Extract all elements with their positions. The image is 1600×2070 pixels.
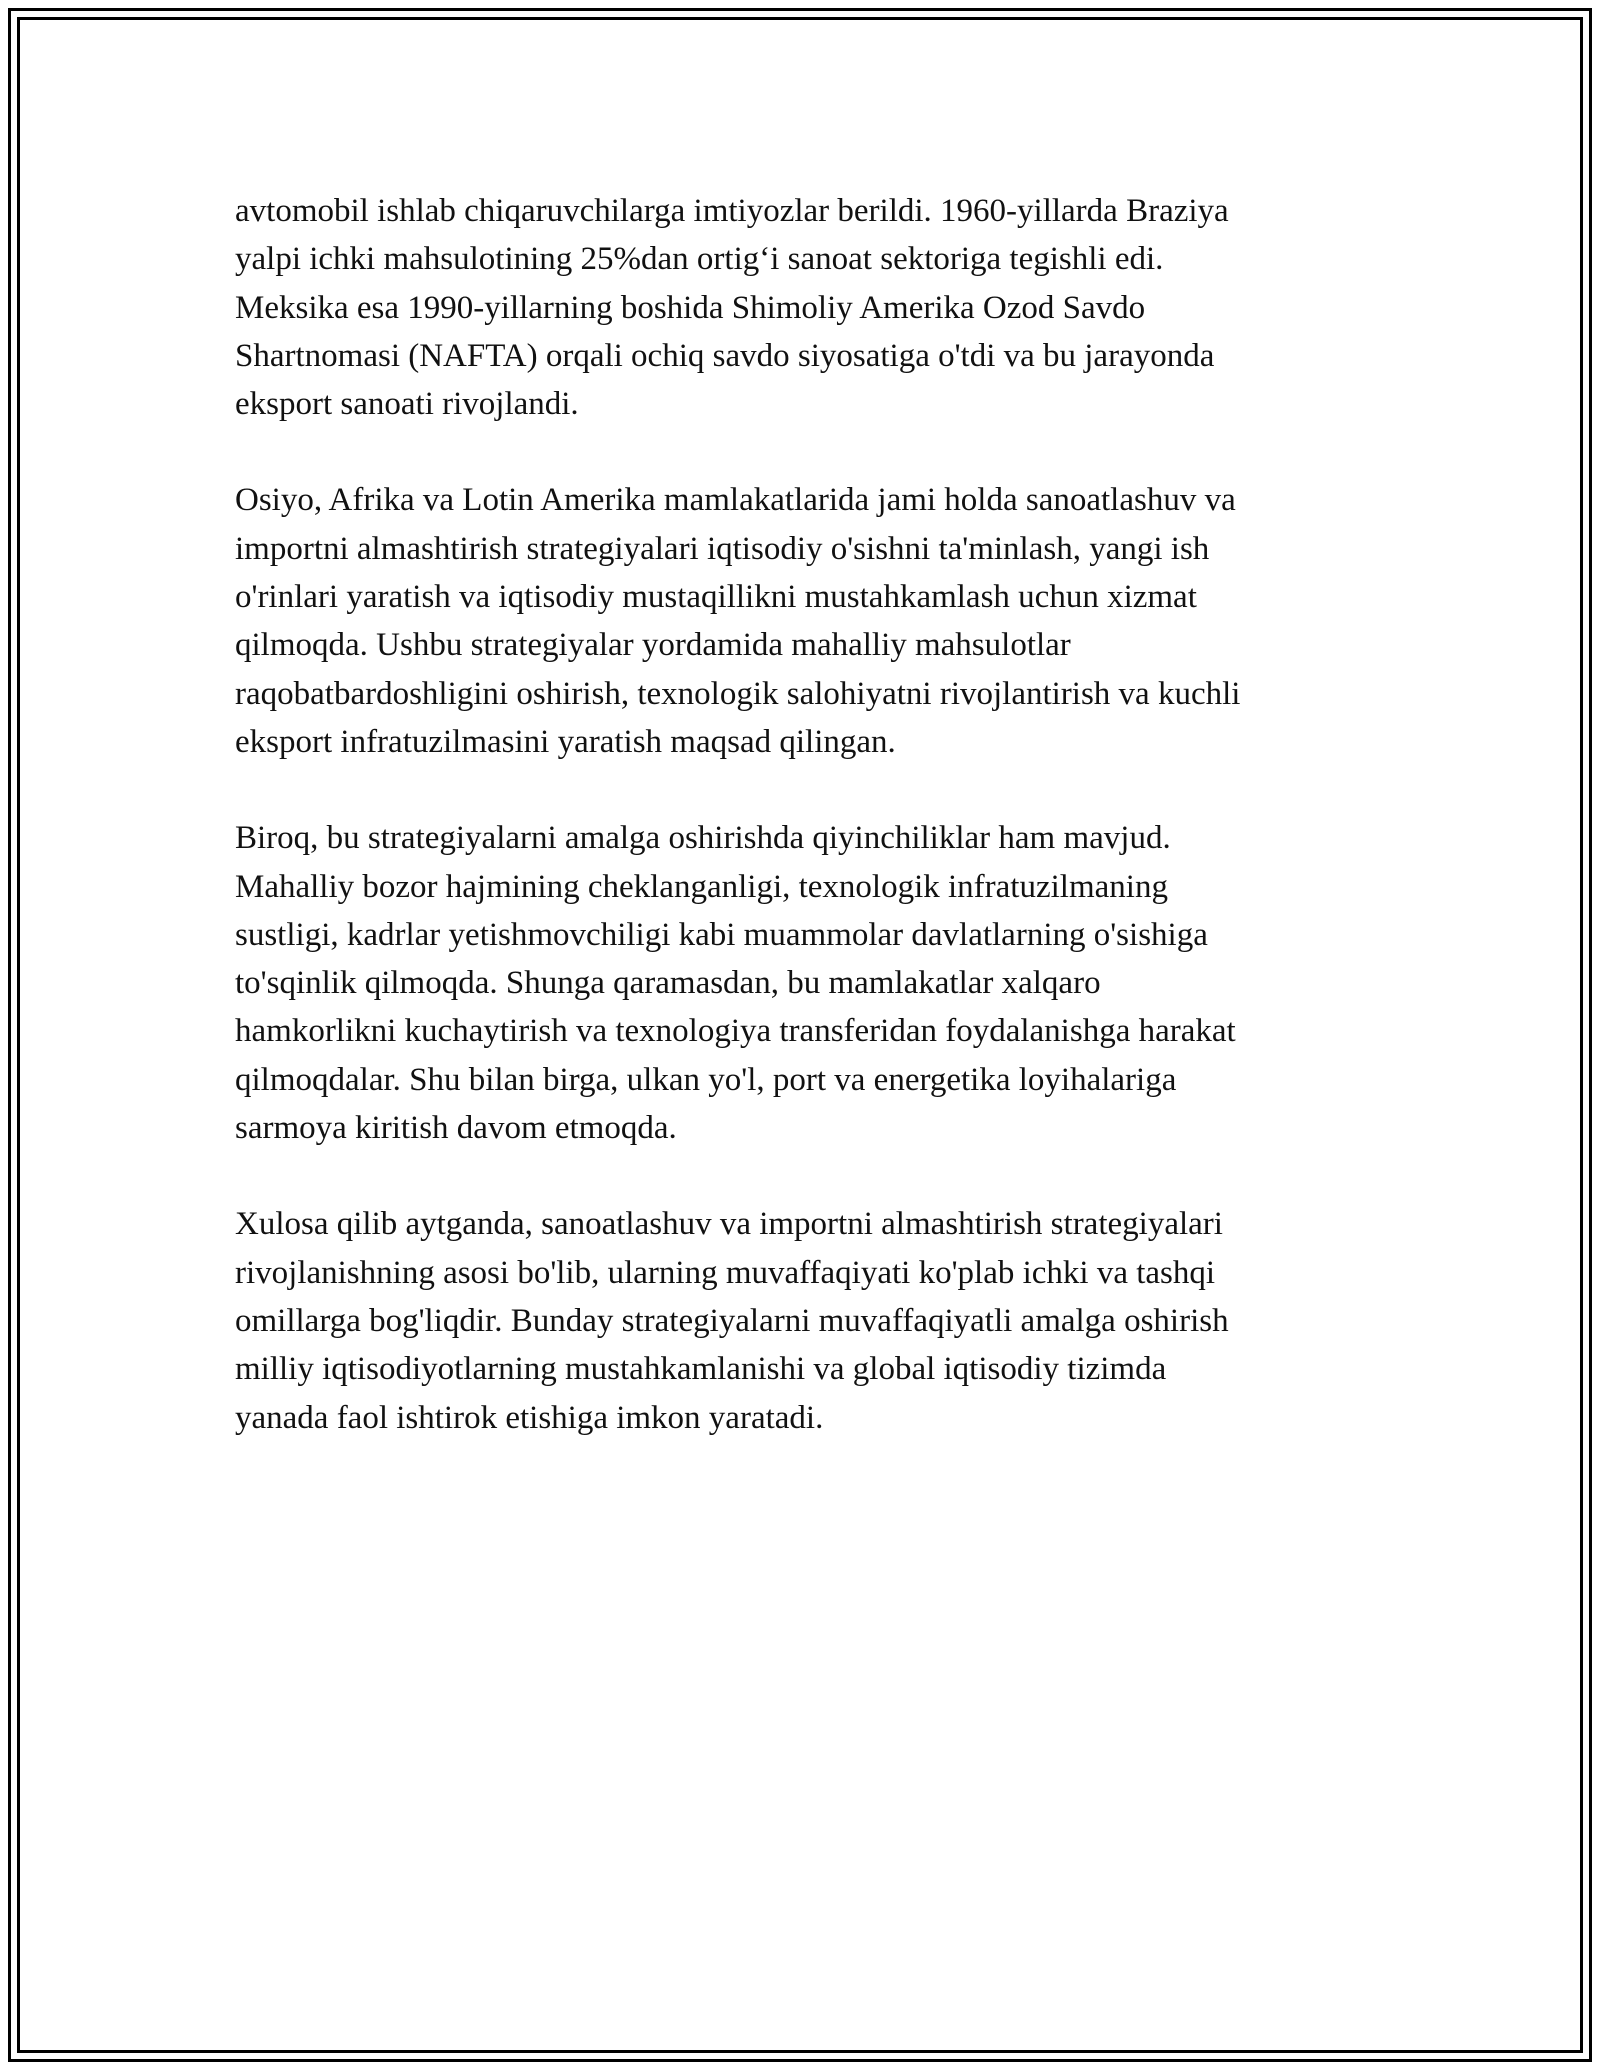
text-line: raqobatbardoshligini oshirish, texnologik salohiyatni rivojlantirish va kuchli: [235, 675, 1241, 712]
text-line: sarmoya kiritish davom etmoqda.: [235, 1110, 677, 1147]
text-line: qilmoqda. Ushbu strategiyalar yordamida mahalliy mahsulotlar: [235, 627, 1071, 664]
text-line: qilmoqdalar. Shu bilan birga, ulkan yo'l, port va energetika loyihalariga: [235, 1061, 1177, 1098]
text-line: Xulosa qilib aytganda, sanoatlashuv va importni almashtirish strategiyalari: [235, 1206, 1223, 1243]
text-line: omillarga bog'liqdir. Bunday strategiyalarni muvaffaqiyatli amalga oshirish: [235, 1302, 1229, 1339]
text-line: Meksika esa 1990-yillarning boshida Shimoliy Amerika Ozod Savdo: [235, 289, 1146, 326]
text-line: yalpi ichki mahsulotining 25%dan ortig‘i sanoat sektoriga tegishli edi.: [235, 241, 1164, 278]
text-line: milliy iqtisodiyotlarning mustahkamlanishi va global iqtisodiy tizimda: [235, 1351, 1167, 1388]
text-line: sustligi, kadrlar yetishmovchiligi kabi muammolar davlatlarning o'sishiga: [235, 916, 1208, 953]
document-body: [235, 187, 1365, 1490]
paragraph-strategy-goals: [235, 476, 1365, 766]
paragraph-implementation-challenges: [235, 814, 1365, 1152]
text-line: to'sqinlik qilmoqda. Shunga qaramasdan, bu mamlakatlar xalqaro: [235, 965, 1101, 1002]
paragraph-trade-policy: [235, 187, 1365, 428]
text-line: avtomobil ishlab chiqaruvchilarga imtiyozlar berildi. 1960-yillarda Braziya: [235, 193, 1229, 229]
text-line: Biroq, bu strategiyalarni amalga oshirishda qiyinchiliklar ham mavjud.: [235, 820, 1171, 857]
text-line: eksport sanoati rivojlandi.: [235, 386, 579, 423]
text-line: yanada faol ishtirok etishiga imkon yaratadi.: [235, 1399, 824, 1436]
text-line: importni almashtirish strategiyalari iqtisodiy o'sishni ta'minlash, yangi ish: [235, 530, 1210, 567]
text-line: o'rinlari yaratish va iqtisodiy mustaqillikni mustahkamlash uchun xizmat: [235, 579, 1197, 616]
text-line: Mahalliy bozor hajmining cheklanganligi, texnologik infratuzilmaning: [235, 868, 1168, 905]
paragraph-conclusion: [235, 1200, 1365, 1441]
text-line: eksport infratuzilmasini yaratish maqsad qilingan.: [235, 723, 896, 760]
text-line: Shartnomasi (NAFTA) orqali ochiq savdo siyosatiga o'tdi va bu jarayonda: [235, 337, 1215, 374]
text-line: hamkorlikni kuchaytirish va texnologiya transferidan foydalanishga harakat: [235, 1013, 1236, 1050]
text-line: rivojlanishning asosi bo'lib, ularning muvaffaqiyati ko'plab ichki va tashqi: [235, 1254, 1216, 1291]
text-line: Osiyo, Afrika va Lotin Amerika mamlakatlarida jami holda sanoatlashuv va: [235, 482, 1236, 519]
